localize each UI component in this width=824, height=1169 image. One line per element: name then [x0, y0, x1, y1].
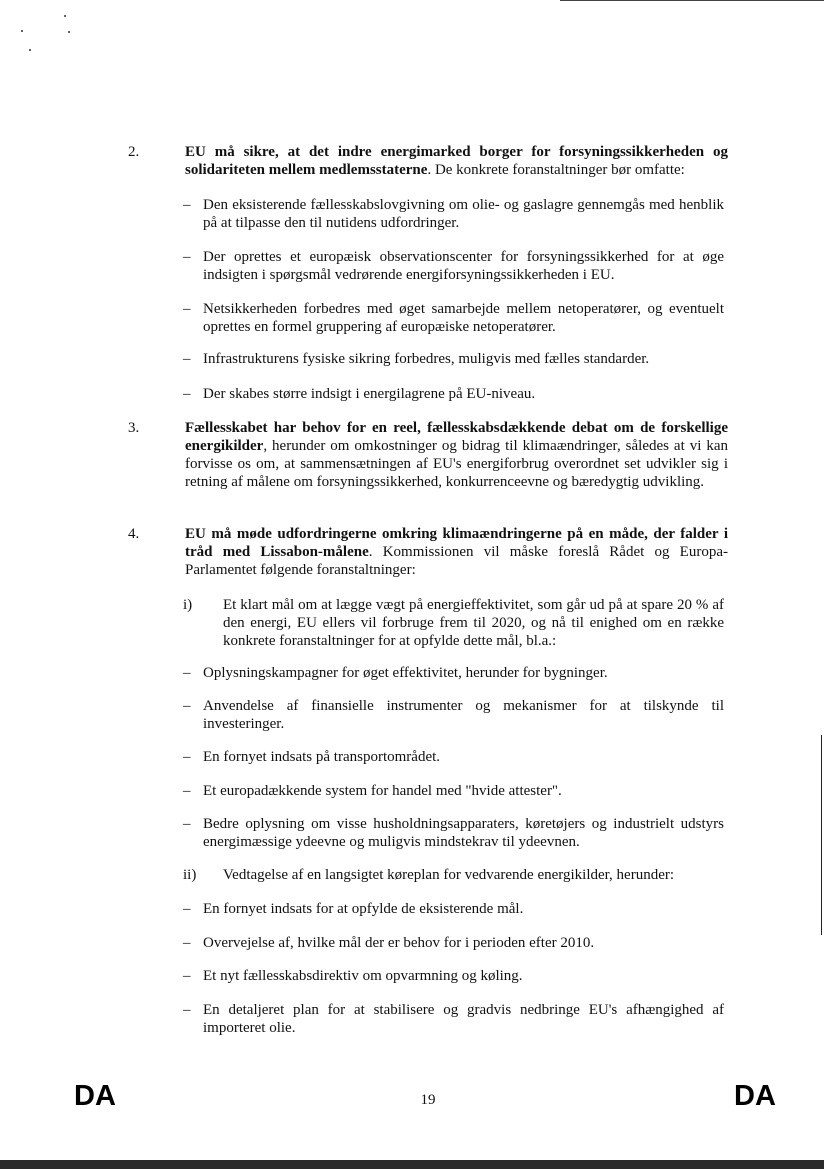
- dash-marker: –: [183, 386, 191, 402]
- item-bold-lead: Fællesskabet har behov for en reel, fællesskabsdækkende debat om de forskellige energikilder: [185, 420, 728, 454]
- top-rule: [560, 0, 824, 1]
- dash-marker: –: [183, 749, 191, 765]
- dash-marker: –: [183, 249, 191, 265]
- bullet-item: [183, 196, 724, 232]
- bullet-item: [183, 815, 724, 851]
- language-code-right: DA: [734, 1080, 776, 1112]
- bullet-text: Overvejelse af, hvilke mål der er behov for i perioden efter 2010.: [203, 935, 595, 951]
- sub-item-text: Vedtagelse af en langsigtet køreplan for vedvarende energikilder, herunder:: [223, 867, 675, 883]
- dash-marker: –: [183, 816, 191, 832]
- bullet-text: En detaljeret plan for at stabilisere og gradvis nedbringe EU's afhængighed af importeret olie.: [203, 1002, 724, 1036]
- bullet-text: Netsikkerheden forbedres med øget samarbejde mellem netoperatører, og eventuelt oprettes en formel gruppering af europæiske netoperatører.: [203, 301, 724, 335]
- dash-marker: –: [183, 698, 191, 714]
- dash-marker: –: [183, 197, 191, 213]
- sub-item-text: Et klart mål om at lægge vægt på energieffektivitet, som går ud på at spare 20 % af den energi, EU ellers vil forbruge frem til 2020, og nå til enighed om en række konkrete foranstaltninger for at opfylde dette mål, bl.a.:: [223, 597, 724, 649]
- bullet-item: [183, 782, 724, 800]
- bullet-item: [183, 967, 724, 985]
- bullet-item: [183, 900, 724, 918]
- bullet-item: [183, 385, 724, 403]
- bullet-item: [183, 248, 724, 284]
- item-number: 3.: [128, 420, 140, 436]
- item-paragraph: [185, 143, 728, 179]
- bullet-text: Oplysningskampagner for øget effektivitet, herunder for bygninger.: [203, 665, 608, 681]
- item-number: 4.: [128, 526, 140, 542]
- bullet-item: [183, 934, 724, 952]
- bullet-text: Et europadækkende system for handel med "hvide attester".: [203, 783, 562, 799]
- item-paragraph: [185, 525, 728, 579]
- bullet-text: Den eksisterende fællesskabslovgivning om olie- og gaslagre gennemgås med henblik på at tilpasse den til nutidens udfordringer.: [203, 197, 724, 231]
- item-2: [128, 143, 728, 179]
- scan-edge: [821, 735, 822, 935]
- item-number: 2.: [128, 144, 140, 160]
- scan-speck: [21, 30, 23, 32]
- bullet-text: Et nyt fællesskabsdirektiv om opvarmning og køling.: [203, 968, 523, 984]
- item-text: . De konkrete foranstaltninger bør omfatte:: [427, 162, 685, 178]
- dash-marker: –: [183, 935, 191, 951]
- item-bold-lead: EU må sikre, at det indre energimarked borger for forsyningssikkerheden og solidariteten mellem medlemsstaterne: [185, 144, 728, 178]
- dash-marker: –: [183, 1002, 191, 1018]
- page-number: 19: [420, 1092, 436, 1108]
- bullet-text: En fornyet indsats på transportområdet.: [203, 749, 441, 765]
- item-paragraph: [185, 419, 728, 491]
- dash-marker: –: [183, 351, 191, 367]
- dash-marker: –: [183, 783, 191, 799]
- roman-label: i): [183, 597, 193, 613]
- roman-label: ii): [183, 867, 197, 883]
- bullet-text: En fornyet indsats for at opfylde de eksisterende mål.: [203, 901, 524, 917]
- dash-marker: –: [183, 301, 191, 317]
- bullet-item: [183, 664, 724, 682]
- bullet-text: Infrastrukturens fysiske sikring forbedres, muligvis med fælles standarder.: [203, 351, 650, 367]
- scan-speck: [68, 31, 70, 33]
- scan-speck: [64, 15, 66, 17]
- dash-marker: –: [183, 665, 191, 681]
- language-code-left: DA: [74, 1080, 116, 1112]
- scan-bottom-bar: [0, 1160, 824, 1169]
- bullet-item: [183, 350, 724, 368]
- scan-speck: [29, 49, 31, 51]
- bullet-item: [183, 300, 724, 336]
- sub-item-i: [183, 596, 724, 650]
- bullet-text: Bedre oplysning om visse husholdningsapparaters, køretøjers og industrielt udstyrs energimæssige ydeevne og muligvis mindstekrav til ydeevnen.: [203, 816, 724, 850]
- dash-marker: –: [183, 901, 191, 917]
- bullet-text: Der oprettes et europæisk observationscenter for forsyningssikkerhed for at øge indsigten i spørgsmål vedrørende energiforsyningssikkerheden i EU.: [203, 249, 724, 283]
- bullet-item: [183, 748, 724, 766]
- sub-item-ii: [183, 866, 724, 884]
- item-3: [128, 419, 728, 491]
- item-4: [128, 525, 728, 579]
- bullet-item: [183, 697, 724, 733]
- item-text: , herunder om omkostninger og bidrag til klimaændringer, således at vi kan forvisse os om, at sammensætningen af EU's energiforbrug overordnet set udvikler sig i retning af målene om forsyningssikkerhed, konkurrenceevne og bæredygtig udvikling.: [185, 438, 728, 490]
- bullet-text: Der skabes større indsigt i energilagrene på EU-niveau.: [203, 386, 536, 402]
- item-text: . Kommissionen vil måske foreslå Rådet og Europa-Parlamentet følgende foranstaltninger:: [185, 544, 728, 578]
- bullet-item: [183, 1001, 724, 1037]
- dash-marker: –: [183, 968, 191, 984]
- item-bold-lead: EU må møde udfordringerne omkring klimaændringerne på en måde, der falder i tråd med Lissabon-målene: [185, 526, 728, 560]
- bullet-text: Anvendelse af finansielle instrumenter og mekanismer for at tilskynde til investeringer.: [203, 698, 724, 732]
